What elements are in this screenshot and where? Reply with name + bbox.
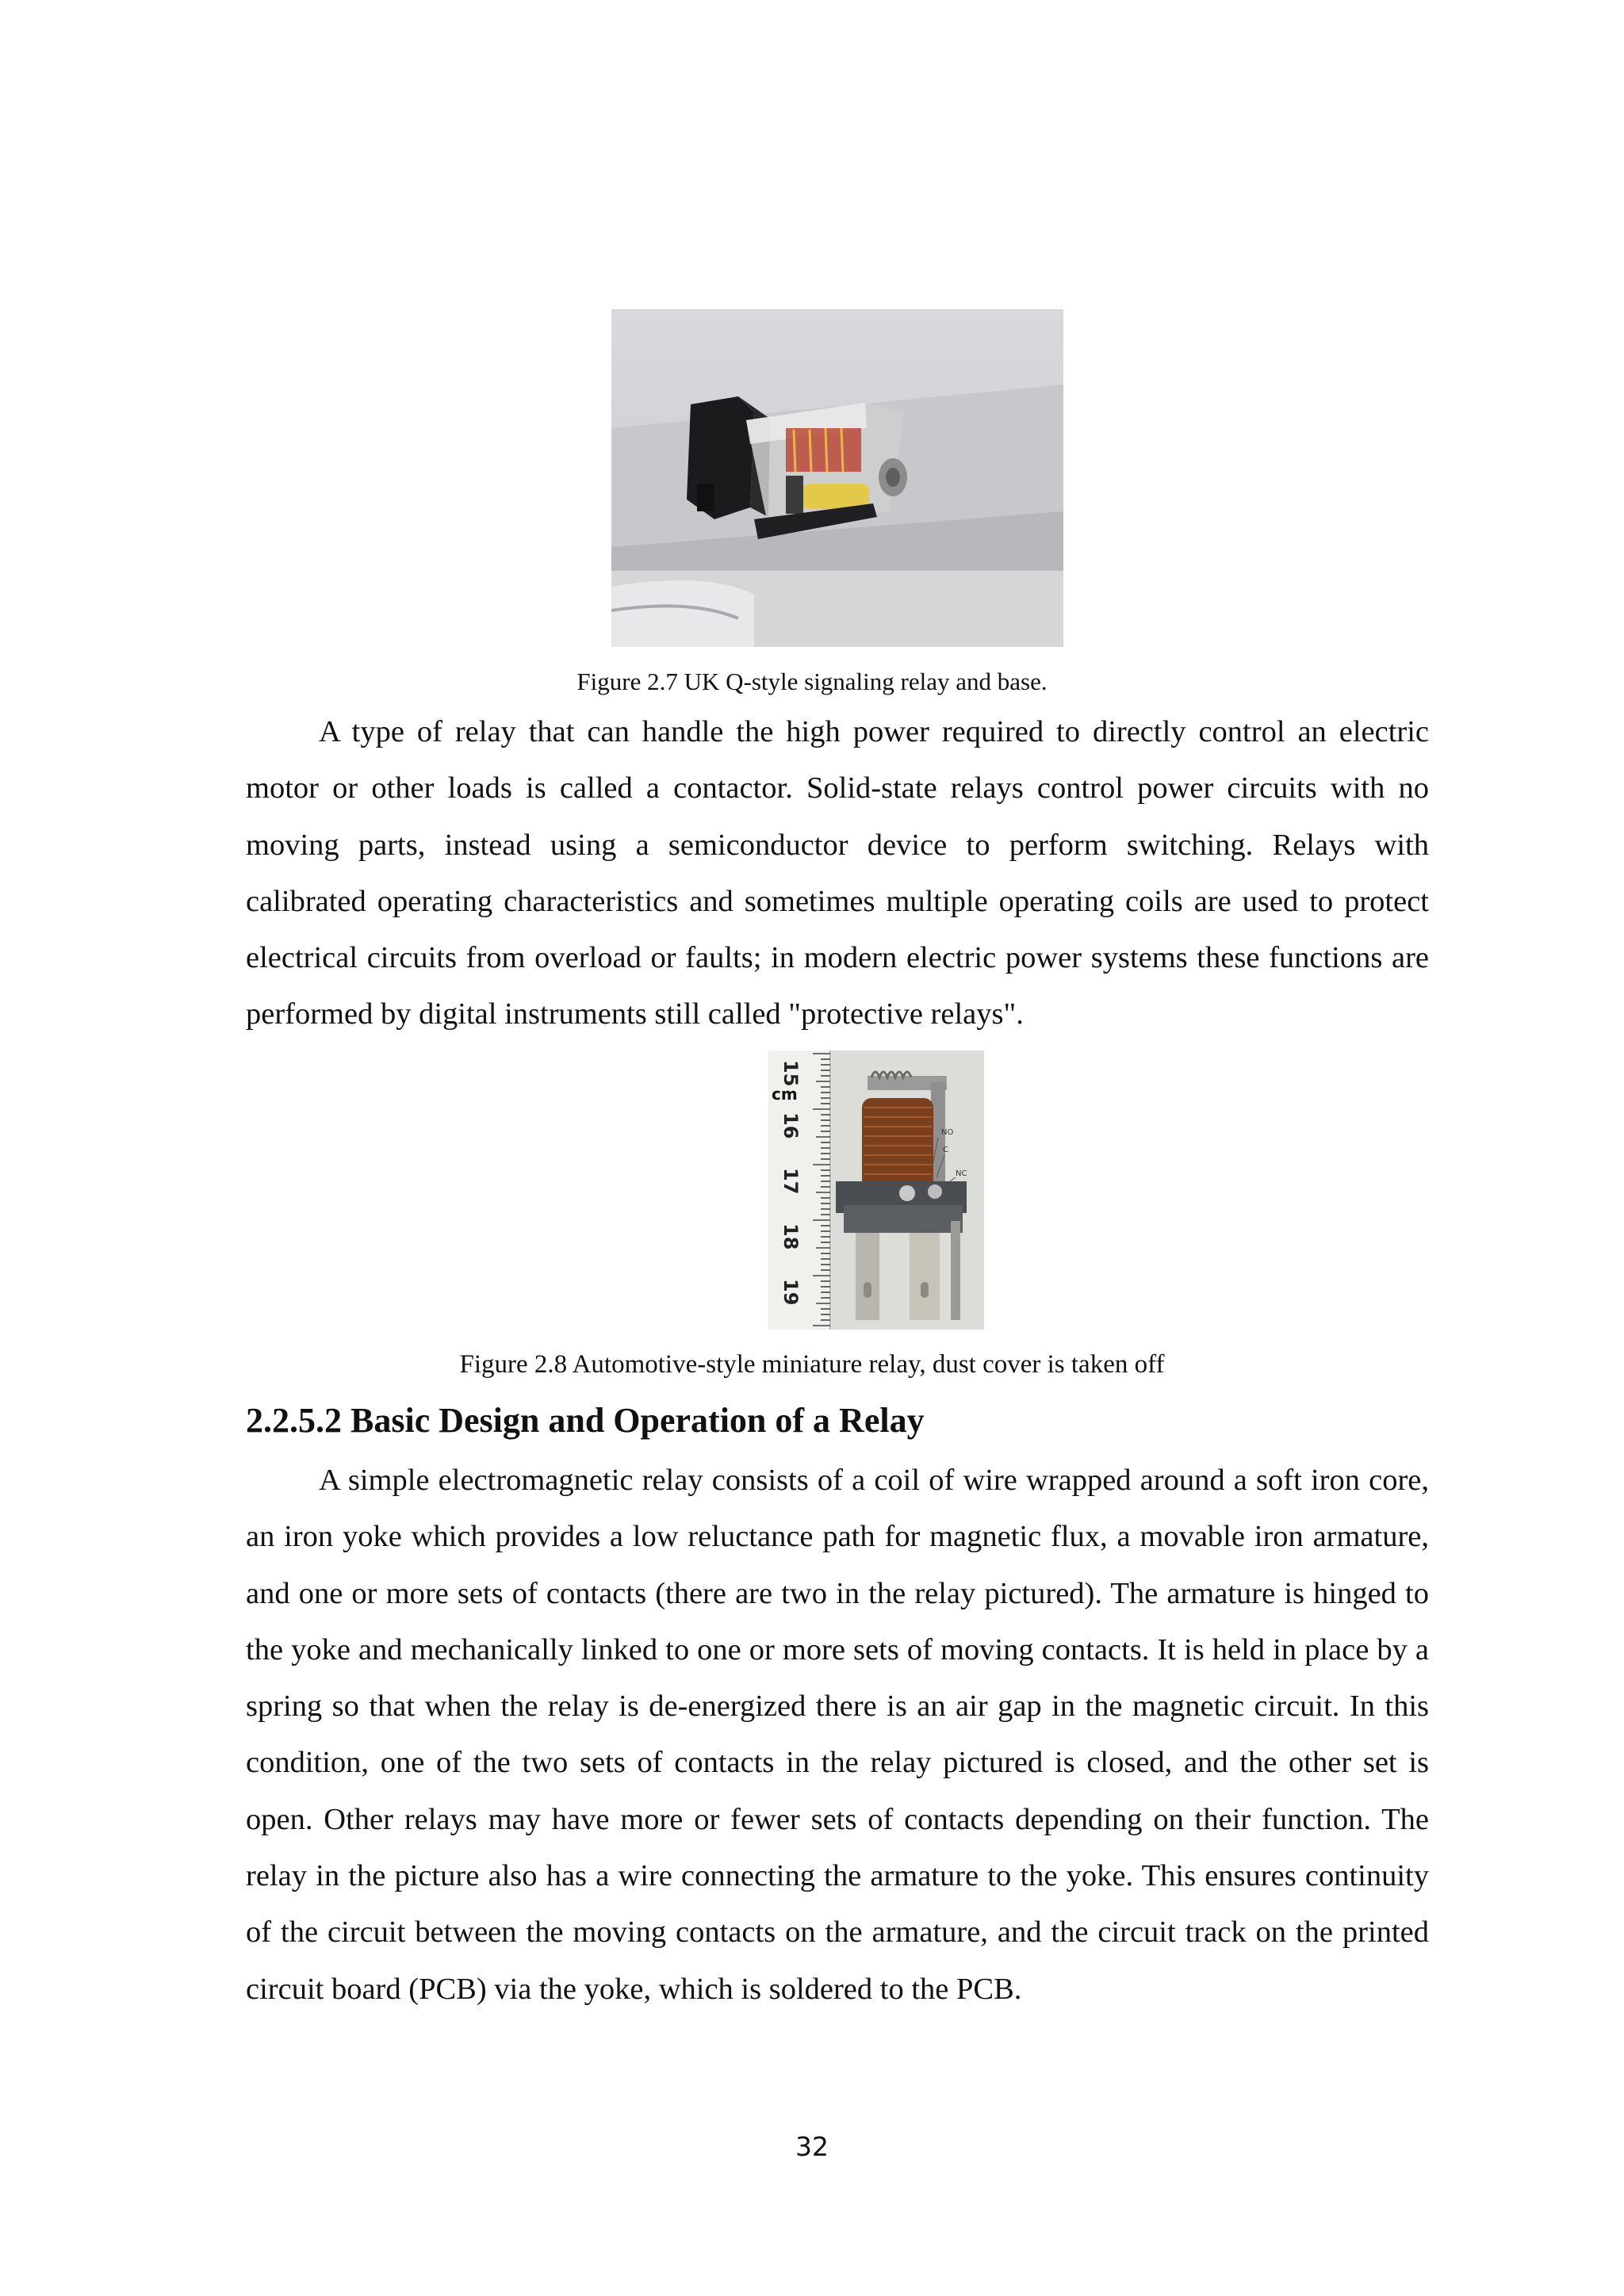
ruler-number: 19 xyxy=(779,1279,802,1306)
section-heading: 2.2.5.2 Basic Design and Operation of a Relay xyxy=(246,1401,925,1440)
figure-automotive-relay-photo xyxy=(768,1050,984,1330)
ruler-number: 17 xyxy=(779,1168,802,1195)
ruler-number: 18 xyxy=(779,1223,802,1250)
figure-caption: Figure 2.8 Automotive-style miniature relay, dust cover is taken off xyxy=(459,1350,1165,1379)
ruler-number: 16 xyxy=(779,1112,802,1139)
contact-label: NC xyxy=(956,1169,967,1178)
ruler-unit: cm xyxy=(772,1085,798,1104)
figure-q-style-relay-photo xyxy=(611,309,1063,647)
contact-label: C xyxy=(943,1146,948,1154)
body-paragraph: A type of relay that can handle the high power required to directly control an electric motor or other loads is called a contactor. Solid-state relays control power circuits with no moving parts, instead using a semiconductor device to perform switching. Relays with calibrated operating characteristics and sometimes multiple operating coils are used to protect electrical circuits from overload or faults; in modern electric power systems these functions are performed by digital instruments still called "protective relays". xyxy=(246,715,1429,1031)
contact-label: NO xyxy=(941,1128,954,1137)
ruler-number: 15 xyxy=(779,1060,802,1087)
figure-caption: Figure 2.7 UK Q-style signaling relay and base. xyxy=(576,668,1048,695)
body-paragraph: A simple electromagnetic relay consists of a coil of wire wrapped around a soft iron core, an iron yoke which provides a low reluctance path for magnetic flux, a movable iron armature, and one or more sets of contacts (there are two in the relay pictured). The armature is hinged to the yoke and mechanically linked to one or more sets of moving contacts. It is held in place by a spring so that when the relay is de-energized there is an air gap in the magnetic circuit. In this condition, one of the two sets of contacts in the relay pictured is closed, and the other set is open. Other relays may have more or fewer sets of contacts depending on their function. The relay in the picture also has a wire connecting the armature to the yoke. This ensures continuity of the circuit between the moving contacts on the armature, and the circuit track on the printed circuit board (PCB) via the yoke, which is soldered to the PCB. xyxy=(246,1464,1429,2006)
page-number: 32 xyxy=(795,2131,829,2162)
